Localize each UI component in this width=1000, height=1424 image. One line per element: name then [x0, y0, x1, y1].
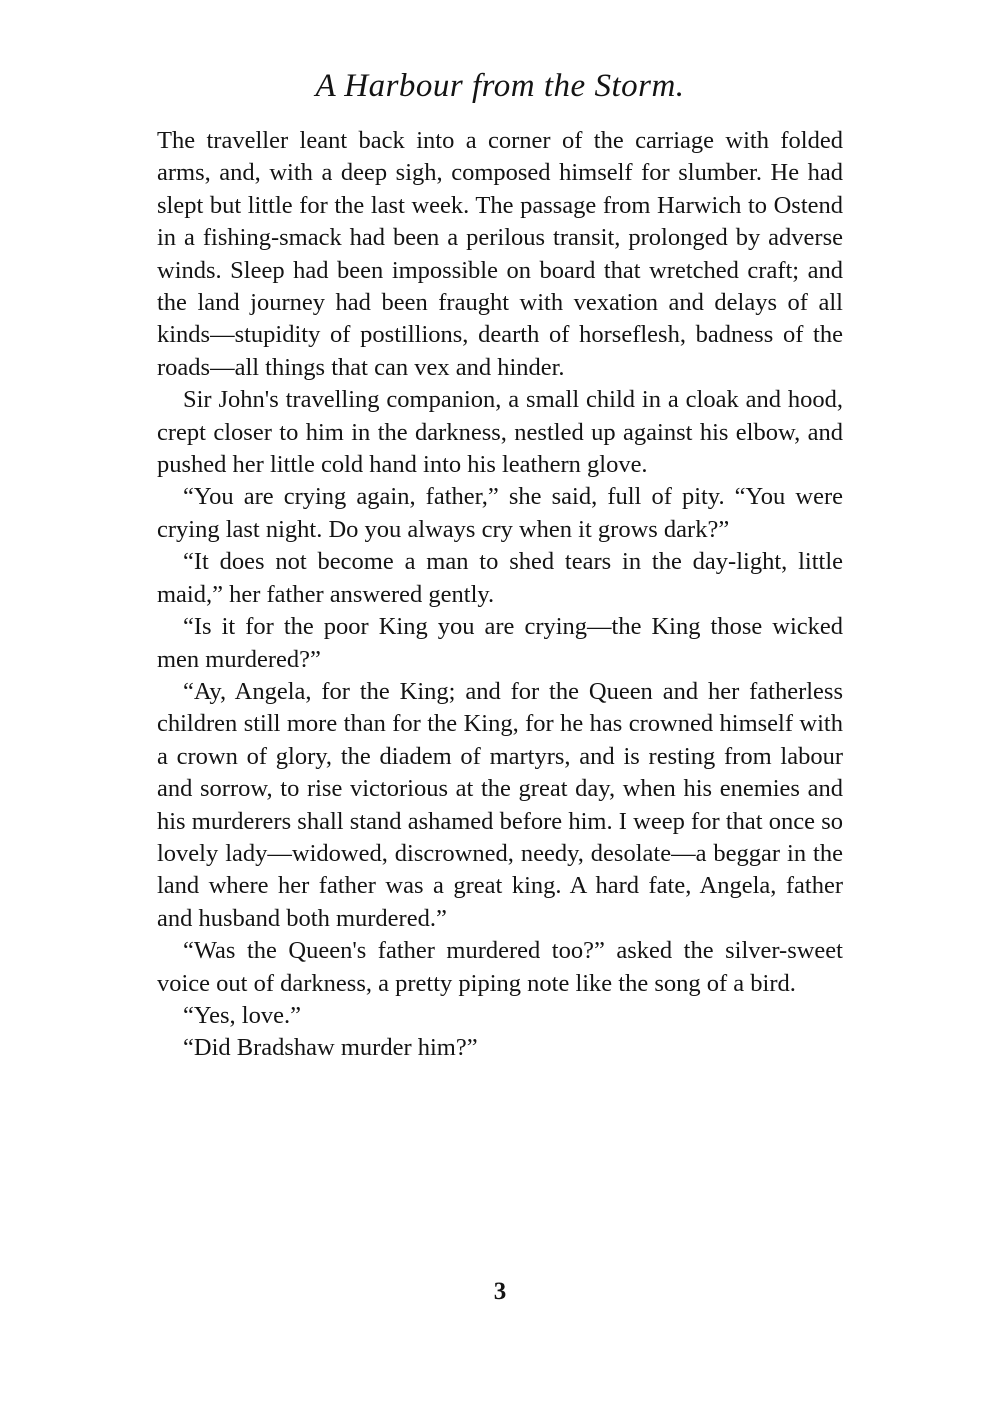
paragraph-7: “Was the Queen's father murdered too?” asked the silver-sweet voice out of darkness, a pretty piping note like the song of a bird. — [157, 937, 843, 997]
paragraph-9: “Did Bradshaw murder him?” — [183, 1034, 478, 1062]
paragraph-5: “Is it for the poor King you are crying—the King those wicked men murdered?” — [157, 613, 843, 673]
paragraph-8: “Yes, love.” — [183, 1001, 301, 1029]
paragraph-4: “It does not become a man to shed tears in the day-light, little maid,” her father answered gently. — [157, 548, 843, 608]
paragraph-6: “Ay, Angela, for the King; and for the Queen and her fatherless children still more than for the King, for he has crowned himself with a crown of glory, the diadem of martyrs, and is resting from labour and sorrow, to rise victorious at the great day, when his enemies and his murderers shall stand ashamed before him. I weep for that once so lovely lady—widowed, discrowned, needy, desolate—a beggar in the land where her father was a great king. A hard fate, Angela, father and husband both murdered.” — [157, 677, 843, 932]
running-head: A Harbour from the Storm. — [315, 68, 685, 104]
body-text — [157, 125, 843, 1065]
page-number: 3 — [493, 1278, 507, 1305]
paragraph-2: Sir John's travelling companion, a small child in a cloak and hood, crept closer to him in the darkness, nestled up against his elbow, and pushed her little cold hand into his leathern glove. — [157, 386, 843, 479]
paragraph-1: The traveller leant back into a corner of the carriage with folded arms, and, with a deep sigh, composed himself for slumber. He had slept but little for the last week. The passage from Harwich to Ostend in a fishing-smack had been a perilous transit, prolonged by adverse winds. Sleep had been impossible on board that wretched craft; and the land journey had been fraught with vexation and delays of all kinds—stupidity of postillions, dearth of horseflesh, badness of the roads—all things that can vex and hinder. — [157, 127, 843, 381]
paragraph-3: “You are crying again, father,” she said, full of pity. “You were crying last night. Do you always cry when it grows dark?” — [157, 483, 843, 543]
